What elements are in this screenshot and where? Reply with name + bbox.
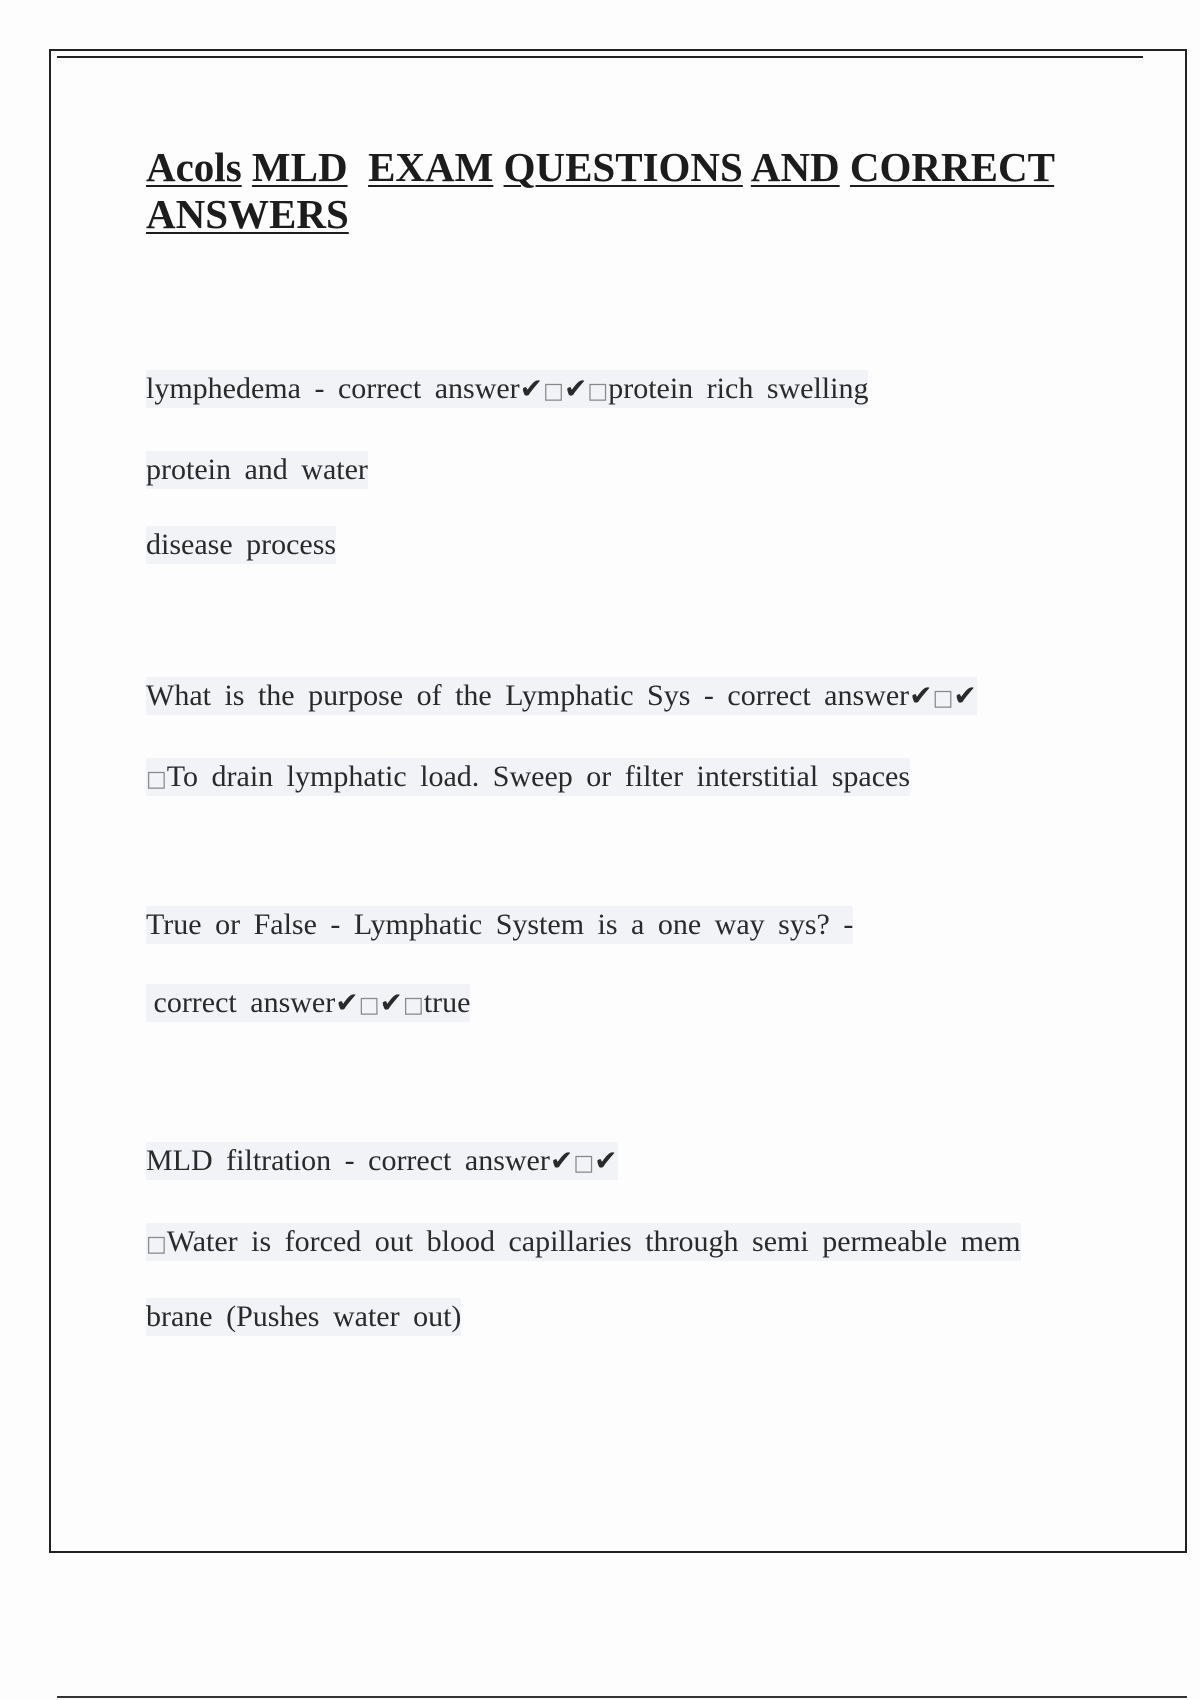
box-icon: □: [932, 686, 954, 711]
box-icon: □: [146, 767, 167, 792]
answer-line: brane (Pushes water out): [146, 1298, 461, 1336]
title-word: AND: [750, 144, 840, 190]
question-text: MLD filtration - correct answer: [146, 1144, 550, 1177]
answer-text: true: [423, 986, 471, 1019]
check-icon: ✔: [335, 986, 359, 1019]
title-word: MLD: [251, 144, 348, 190]
box-icon: □: [543, 379, 564, 404]
box-icon: □: [402, 993, 424, 1018]
answer-text: Water is forced out blood capillaries through semi permeable mem: [166, 1225, 1021, 1258]
question-3: True or False - Lymphatic System is a one way sys? -: [146, 906, 853, 944]
answer-line: disease process: [146, 526, 336, 564]
answer-line: [146, 984, 470, 1022]
question-text: lymphedema - correct answer: [146, 372, 520, 405]
answer-line: protein and water: [146, 451, 368, 489]
question-4: [146, 1142, 618, 1180]
bottom-rule: [57, 1696, 1187, 1698]
title-word: EXAM: [368, 144, 494, 190]
question-text: What is the purpose of the Lymphatic Sys - correct answer: [146, 679, 910, 712]
title-word: Acols: [146, 144, 242, 190]
answer-text: To drain lymphatic load. Sweep or filter interstitial spaces: [166, 760, 910, 793]
answer-line: [146, 1223, 1021, 1261]
box-icon: □: [573, 1151, 595, 1176]
answer-line: [146, 758, 910, 796]
check-icon: ✔: [563, 372, 588, 405]
check-icon: ✔: [953, 679, 977, 712]
document-title: [146, 144, 1096, 238]
check-icon: ✔: [549, 1144, 574, 1177]
check-icon: ✔: [594, 1144, 618, 1177]
check-icon: ✔: [379, 986, 403, 1019]
box-icon: □: [358, 993, 380, 1018]
question-1: [146, 370, 868, 408]
answer-label: correct answer: [146, 986, 336, 1019]
title-word: QUESTIONS: [503, 144, 743, 190]
box-icon: □: [146, 1232, 167, 1257]
title-word: CORRECT: [849, 144, 1055, 190]
check-icon: ✔: [909, 679, 933, 712]
title-word: ANSWERS: [146, 191, 349, 237]
top-rule: [57, 56, 1143, 58]
answer-text: protein rich swelling: [608, 372, 869, 405]
check-icon: ✔: [519, 372, 544, 405]
question-2: [146, 677, 977, 715]
box-icon: □: [587, 379, 609, 404]
